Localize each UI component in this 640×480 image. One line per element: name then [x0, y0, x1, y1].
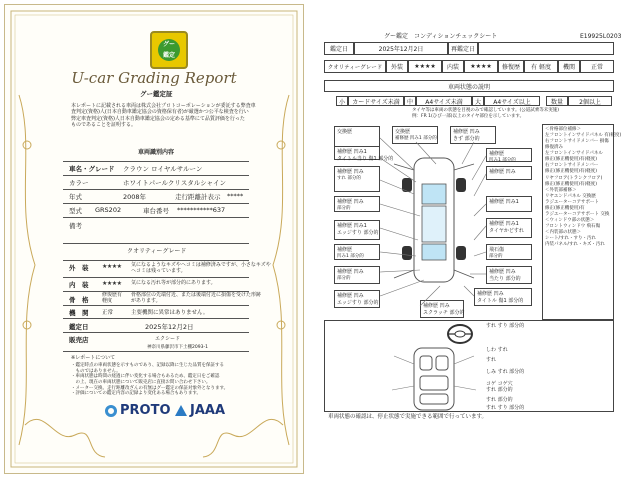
header-exterior-value: ★★★★ [408, 60, 442, 73]
damage-box-body: 部分的 [337, 276, 351, 281]
grade-label: 車名・グレード [69, 165, 115, 173]
appraisal-date-label: 鑑定日 [69, 323, 89, 331]
interior-note-6: すれ 部分的 [486, 397, 513, 403]
quality-label-2: 骨 格 [69, 296, 89, 304]
damage-box-body: 補修歴 凹み1 部分的 [395, 136, 437, 141]
shop-label: 販売店 [69, 336, 89, 344]
model-label: 型式 [69, 207, 82, 215]
damage-box-title: 補修歴 凹み1 タイヤかどすれ [489, 221, 524, 234]
quality-desc-0: 気になるようなキズやヘコミは補修済みですが、小さなキズや ヘコミは残っています。 [131, 262, 271, 275]
quality-stars-0: ★★★★ [102, 263, 122, 270]
header-exterior-label: 外装 [386, 60, 408, 73]
interior-note-4: しみ すれ 部分的 [486, 369, 525, 375]
mileage-label: 走行距離計表示 [175, 193, 221, 201]
vin-value: ***********637 [177, 206, 226, 214]
damage-box-body: 部分的 [337, 206, 351, 211]
quality-stars-2: 修復歴有 軽度 [102, 292, 123, 305]
proto-logo [105, 403, 171, 418]
damage-box-title: 補修歴 [489, 151, 505, 157]
notes-item: ＜ウィンドウ部の状態＞ [545, 217, 595, 223]
damage-box-title: 補修歴 凹み1 タイトル当り 傷1 部分的 [337, 149, 394, 162]
header-reappraisal-value [478, 42, 614, 55]
header-reappraisal-label: 再鑑定日 [448, 42, 478, 55]
year-value: 2008年 [123, 193, 147, 201]
size-medium-label: 中 [404, 96, 416, 106]
grade-value: クラウン ロイヤルサルーン [123, 165, 203, 173]
quality-title: クオリティーグレード [127, 248, 187, 255]
notes-item: フロントウィンドウ 飛石傷 [545, 224, 601, 229]
damage-box-title: 補修歴 凹み [337, 169, 364, 175]
quality-desc-1: 気になる汚れ等が部分的にあります。 [131, 280, 216, 286]
damage-box-title: 補修歴 凹み スクラッチ 部分的 [423, 303, 465, 316]
report-subtitle: グー鑑定証 [140, 90, 173, 98]
notes-item: 左フロントインサイドパネル 有(軽度) [545, 133, 622, 139]
grading-certificate [4, 4, 304, 474]
quality-stars-3: 正常 [102, 310, 114, 316]
size-large-label: 大 [472, 96, 484, 106]
notes-item: ＜骨格部位補修＞ [545, 127, 581, 132]
damage-box-title: 交換歴 [395, 129, 411, 135]
mileage-value: ***** [227, 192, 244, 200]
notes-item: 修正(修正機使用)有(軽度) [545, 169, 598, 175]
damage-box-title: 補修歴 凹み タイトル 傷1 部分的 [477, 291, 524, 304]
notes-item: 右フロントサイドメンバー [545, 163, 599, 169]
damage-box-title: 補修歴 凹み [489, 169, 516, 175]
damage-box-title: 交換歴 [337, 129, 353, 135]
intro-text: 本レポートに記載される車両は株式会社プロトコーポレーションが委託する弊査車 査判定(資格)人(日本自動車鑑定協会の資格保有者)が厳選かつ公平な検査を行い 弊定車査判定(資格)人日本自動車鑑定協会の定める基準にて品質評価を行った ものであることを証明する。 [71, 103, 256, 128]
quality-desc-2: 骨格部位の先端付近、または後端付近に損傷を受けた形跡 があります。 [131, 292, 262, 305]
steering-wheel-icon [440, 322, 480, 346]
condition-section-title: 車両状態の説明 [324, 80, 614, 92]
interior-note-3: すれ [486, 357, 497, 363]
notes-item: 修正(修正機使用)有 [545, 205, 585, 211]
header-interior-label: 内装 [442, 60, 464, 73]
damage-box-title: 補修歴 [337, 247, 353, 253]
quality-label-1: 内 装 [69, 281, 89, 289]
notes-item: シート/すれ・すり・汚れ [545, 236, 597, 242]
appraisal-date-value: 2025年12月2日 [145, 323, 194, 331]
shop-value: エクシード [155, 336, 181, 342]
footer-note: 車両状態の確認は、停止状態で実施できる範囲で行っています。 [328, 414, 488, 420]
damage-box-title: 補修歴 凹み エッジすり 部分的 [337, 293, 379, 306]
header-repair-value: 有 軽度 [524, 60, 558, 73]
sheet-title: グー鑑定 コンディションチェックシート [384, 33, 498, 40]
notes-item: リヤフロア(トランクフロア) [545, 175, 603, 181]
damage-box-title: 補修歴 凹み [337, 199, 364, 205]
jaaa-logo [175, 403, 225, 418]
remark-label: 備考 [69, 222, 82, 230]
quality-desc-3: 主要機関に異常はありません。 [131, 310, 209, 316]
interior-note-5: コゲ コゲ穴 すれ 部分的 [486, 381, 513, 393]
count-label: 数量 [546, 96, 568, 106]
interior-note-7: すれ すり 部分的 [486, 405, 525, 411]
section-title: 車両識別内容 [138, 149, 175, 156]
notes-item: 右フロントサイドメンバー 損傷 [545, 139, 609, 145]
damage-box-title: 飛石傷 [489, 247, 505, 253]
color-value: ホワイトパールクリスタルシャイン [123, 179, 226, 187]
notes-item: 内装パネル/すれ・キズ・汚れ [545, 242, 605, 248]
damage-box-title: 補修歴 凹み 当たり 部分的 [489, 269, 521, 282]
damage-box-title: 補修歴 凹み1 エッジすり 部分的 [337, 223, 379, 236]
notes-title: ※レポートについて [71, 355, 116, 361]
header-date-value: 2025年12月2日 [354, 42, 448, 55]
notes-item: リヤエンドパネル 交換歴 [545, 193, 596, 199]
color-label: カラー [69, 179, 89, 187]
notes-item: ラジエーターコアサポート [545, 199, 599, 205]
damage-box-body: 部分的 [489, 254, 503, 259]
size-large-value: A4サイズ以上 [484, 96, 540, 106]
damage-box-title: 補修歴 凹み [337, 269, 364, 275]
notes-item: 修正(修正機使用)有(軽度) [545, 181, 598, 187]
damage-box-body: 凹み1 部分的 [489, 158, 516, 163]
jaaa-mark-icon [175, 405, 187, 416]
notes-list [545, 127, 622, 248]
goo-badge-icon [150, 31, 188, 69]
interior-seats-icon [384, 346, 484, 412]
quality-label-3: 機 関 [69, 309, 89, 317]
model-value: GRS202 [95, 206, 122, 214]
header-engine-value: 正常 [580, 60, 614, 73]
damage-box-title: 補修歴 凹み きず 部分的 [453, 129, 480, 142]
size-medium-value: A4サイズ未満 [416, 96, 472, 106]
notes-text: ・鑑定時点の車両状態を示すものであり、記録以降に生じた品質を保証する ものではありません。 ・車両状態は時間の経過に伴い変化する場合もあるため、鑑定日をご確認 の上、現在の車両状態について販売店に直接お問い合わせ下さい。 ・メーター交換、走行距離改ざんの有無はグー鑑定の保証対象外となります。 ・評価についての鑑定内容の記録より変化ある場合もあります。 [71, 363, 229, 397]
tire-note: タイヤ等は車両の状態を目視のみで確認しています。(公道試乗等未実施) 例：FR 1(ひび一部)以上のタイヤ部位を示しています。 [412, 108, 560, 119]
proto-mark-icon [105, 405, 117, 417]
damage-box-body: すれ 部分的 [337, 176, 361, 181]
shop-address: 神奈川県藤沢市下土棚2093-1 [147, 345, 208, 350]
size-small-value: カードサイズ未満 [348, 96, 404, 106]
notes-item: ＜内装部の状態＞ [545, 230, 581, 236]
count-value: 2個以上 [568, 96, 612, 106]
quality-stars-1: ★★★★ [102, 280, 122, 287]
size-small-label: 小 [336, 96, 348, 106]
interior-note-1: すれ すり 部分的 [486, 323, 525, 329]
header-repair-label: 修復歴 [498, 60, 524, 73]
header-date-label: 鑑定日 [324, 42, 354, 55]
notes-item: 左フロントインサイドパネル [545, 151, 603, 157]
quality-label-0: 外 装 [69, 264, 89, 272]
notes-item: 修復済み [545, 145, 563, 151]
damage-box-title: 補修歴 凹み1 [489, 199, 519, 205]
document-id: E19925L0203 [580, 33, 622, 40]
notes-panel [542, 124, 622, 320]
notes-item: ラジエーターコアサポート 交換 [545, 211, 610, 217]
vin-label: 車台番号 [143, 207, 169, 215]
year-label: 年式 [69, 193, 82, 201]
report-title: U-car Grading Report [71, 69, 237, 87]
header-quality-label: クオリティーグレード [324, 60, 386, 73]
badge-label: グー 鑑定 [158, 39, 180, 61]
jaaa-logo-text: JAAA [190, 403, 226, 418]
interior-note-2: しわ すれ [486, 347, 508, 353]
header-engine-label: 機関 [558, 60, 580, 73]
damage-box-body: 凹み1 部分的 [337, 254, 364, 259]
notes-item: 修正(修正機使用)有(軽度) [545, 157, 598, 163]
header-interior-value: ★★★★ [464, 60, 498, 73]
proto-logo-text: PROTO [120, 403, 171, 418]
notes-item: ＜外装部補修＞ [545, 187, 577, 193]
